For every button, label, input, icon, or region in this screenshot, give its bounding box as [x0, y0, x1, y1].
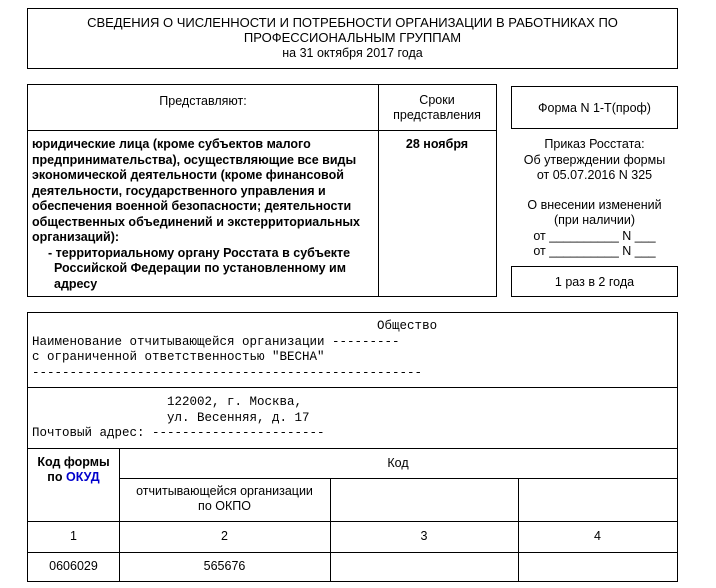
organization-block — [27, 312, 678, 582]
report-title-box — [27, 8, 678, 69]
okpo-header-line1: отчитывающейся организации — [136, 484, 313, 498]
description-line: Российской Федерации по установленному им — [54, 261, 346, 275]
okud-header-line1: Код формы — [37, 455, 110, 469]
frequency-box — [511, 266, 678, 297]
codes-values-line — [28, 552, 677, 553]
okpo-value: 565676 — [203, 559, 246, 573]
description-line: юридические лица (кроме субъектов малого — [32, 137, 311, 151]
organization-name: Общество Наименование отчитывающейся организации --------- с ограниченной ответственностью "ВЕСНА" ---------------------------------------------------- — [32, 319, 438, 380]
okud-header-line2 — [28, 470, 119, 485]
report-title-line2: ПРОФЕССИОНАЛЬНЫМ ГРУППАМ — [243, 30, 462, 45]
description-line: экономической деятельности (кроме финансовой — [32, 168, 344, 182]
description-line: - территориальному органу Росстата в субъекте — [48, 245, 351, 260]
report-title-line1: СВЕДЕНИЯ О ЧИСЛЕННОСТИ И ПОТРЕБНОСТИ ОРГАНИЗАЦИИ В РАБОТНИКАХ ПО — [87, 15, 618, 30]
form-number-box — [511, 86, 678, 129]
okud-value: 0606029 — [49, 559, 98, 573]
codes-numbers-line — [28, 521, 677, 522]
okpo-header — [119, 484, 330, 514]
order-line: Об утверждении формы — [523, 152, 666, 167]
code-header: Код — [387, 456, 409, 470]
description-line: организаций): — [32, 230, 120, 244]
deadline-header-line2: представления — [393, 108, 481, 122]
order-info — [511, 137, 678, 260]
deadline-value: 28 ноября — [405, 137, 469, 151]
org-divider — [28, 387, 677, 388]
postal-address: 122002, г. Москва, ул. Весенняя, д. 17 Почтовый адрес: ----------------------- — [32, 395, 325, 440]
description-line: предпринимательства), осуществляющие все виды — [32, 152, 357, 167]
description-line: общественных объединений и экстерриториальных — [32, 214, 361, 229]
description-line: деятельности, государственного управления и — [32, 183, 326, 198]
report-date: на 31 октября 2017 года — [282, 46, 423, 60]
changes-line: (при наличии) — [553, 213, 636, 227]
okud-header — [28, 455, 119, 485]
order-line: Приказ Росстата: — [544, 137, 645, 151]
deadline-header-line1: Сроки — [419, 93, 455, 107]
changes-line: О внесении изменений — [527, 197, 662, 212]
okud-header-prefix: по — [47, 470, 66, 484]
changes-row: от __________ N ___ — [533, 228, 656, 243]
submitters-header-divider — [28, 130, 496, 131]
frequency: 1 раз в 2 года — [554, 275, 635, 289]
form-number: Форма N 1-Т(проф) — [538, 101, 651, 115]
okpo-header-line2: по ОКПО — [198, 499, 251, 513]
description-line: обеспечения военной безопасности; деятельности — [32, 199, 352, 213]
col-number: 2 — [221, 529, 228, 543]
col-number: 4 — [594, 529, 601, 543]
codes-top-line — [28, 448, 677, 449]
description-line: адресу — [54, 276, 98, 291]
okud-link[interactable]: ОКУД — [65, 470, 100, 484]
submitters-description — [32, 137, 376, 292]
codes-subheader-line — [119, 478, 677, 479]
col-number: 3 — [420, 529, 428, 543]
submitters-table — [27, 84, 497, 297]
order-line: от 05.07.2016 N 325 — [536, 168, 653, 182]
submitters-header: Представляют: — [159, 94, 247, 108]
col-number: 1 — [70, 529, 77, 543]
changes-row: от __________ N ___ — [533, 244, 656, 258]
